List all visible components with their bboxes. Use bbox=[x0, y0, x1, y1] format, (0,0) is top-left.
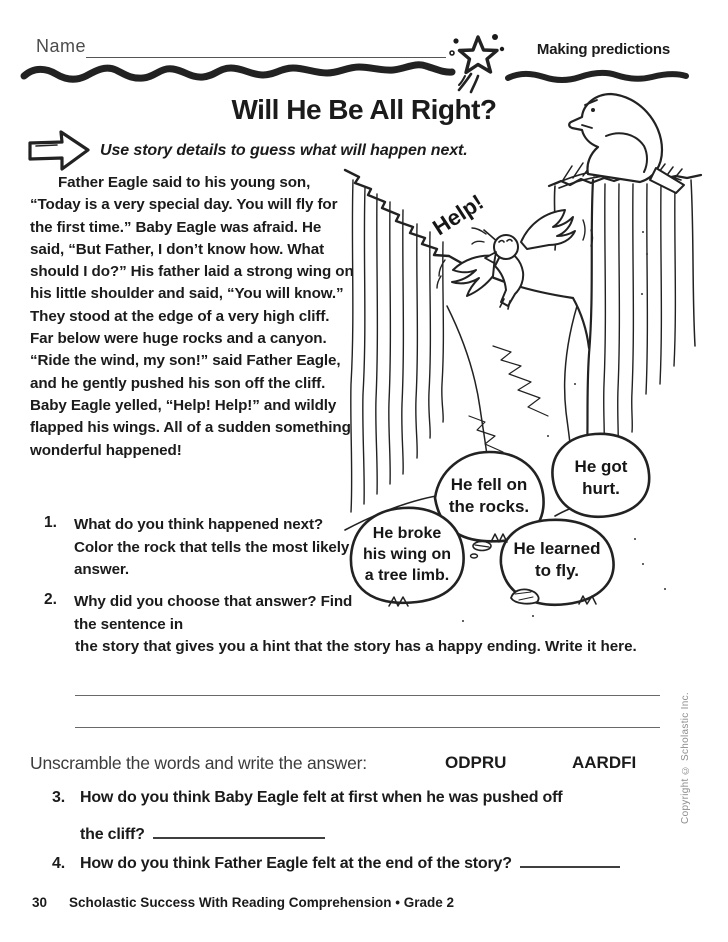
copyright-sidebar: Copyright © Scholastic Inc. bbox=[680, 692, 691, 824]
question-2-text: Why did you choose that answer? Find the sentence in bbox=[74, 593, 353, 633]
question-4 bbox=[52, 852, 712, 876]
question-3-answer-blank[interactable] bbox=[153, 824, 325, 839]
name-label: Name bbox=[36, 36, 87, 56]
page-title: Will He Be All Right? bbox=[231, 94, 497, 125]
question-3 bbox=[52, 786, 692, 847]
question-3-text-line1: How do you think Baby Eagle felt at first when he was pushed off bbox=[80, 789, 563, 806]
unscramble-word-1: ODPRU bbox=[445, 753, 507, 772]
footer bbox=[32, 895, 454, 910]
svg-text:He broke: He broke bbox=[372, 525, 442, 542]
question-2-number: 2. bbox=[44, 591, 57, 608]
help-label: Help! bbox=[428, 189, 488, 241]
svg-text:He got: He got bbox=[574, 457, 628, 476]
svg-text:He learned: He learned bbox=[513, 539, 601, 558]
father-eagle bbox=[569, 94, 684, 193]
question-2 bbox=[44, 591, 364, 636]
svg-text:the rocks.: the rocks. bbox=[448, 497, 530, 516]
question-1-text: What do you think happened next? Color the rock that tells the most likely answer. bbox=[74, 516, 350, 578]
question-3-number: 3. bbox=[52, 789, 65, 806]
arrow-icon bbox=[26, 128, 92, 174]
question-4-text: How do you think Father Eagle felt at the end of the story? bbox=[80, 852, 620, 876]
question-4-number: 4. bbox=[52, 855, 65, 872]
question-2-text-continued: the story that gives you a hint that the story has a happy ending. Write it here. bbox=[75, 638, 637, 655]
svg-text:to fly.: to fly. bbox=[534, 561, 580, 580]
svg-text:He fell on: He fell on bbox=[450, 475, 528, 494]
right-cliff bbox=[586, 180, 695, 472]
rock-option-got-hurt[interactable] bbox=[552, 434, 649, 517]
story-illustration bbox=[343, 84, 715, 636]
question-4-answer-blank[interactable] bbox=[520, 853, 620, 868]
svg-text:his wing on: his wing on bbox=[363, 546, 451, 563]
question-1-number: 1. bbox=[44, 514, 57, 531]
answer-line-1[interactable] bbox=[75, 695, 660, 696]
footer-page-number: 30 bbox=[32, 895, 48, 910]
unscramble-label: Unscramble the words and write the answer: bbox=[30, 753, 367, 773]
question-1 bbox=[44, 514, 364, 582]
svg-text:a tree limb.: a tree limb. bbox=[364, 567, 450, 584]
footer-book-title: Scholastic Success With Reading Comprehension • Grade 2 bbox=[69, 895, 454, 910]
question-3-text-line2: the cliff? bbox=[80, 823, 562, 847]
skill-tag: Making predictions bbox=[536, 41, 670, 58]
rock-option-broke-wing[interactable] bbox=[351, 508, 464, 603]
story-text: Father Eagle said to his young son, “Today is a very special day. You will fly for the first time.” Baby Eagle was afraid. He said, “But Father, I don’t know how. What should I do?” His father laid a strong wing on his little shoulder and said, “You will know.” They stood at the edge of a very high cliff. Far below were huge rocks and a canyon. “Ride the wind, my son!” said Father Eagle, and he gently pushed his son off the cliff. Baby Eagle yelled, “Help! Help!” and wildly flapped his wings. All of a sudden something wonderful happened! bbox=[30, 174, 354, 459]
answer-line-2[interactable] bbox=[75, 727, 660, 728]
instruction-text: Use story details to guess what will happen next. bbox=[100, 142, 468, 159]
svg-text:hurt.: hurt. bbox=[582, 479, 620, 498]
unscramble-word-2: AARDFI bbox=[572, 753, 637, 772]
